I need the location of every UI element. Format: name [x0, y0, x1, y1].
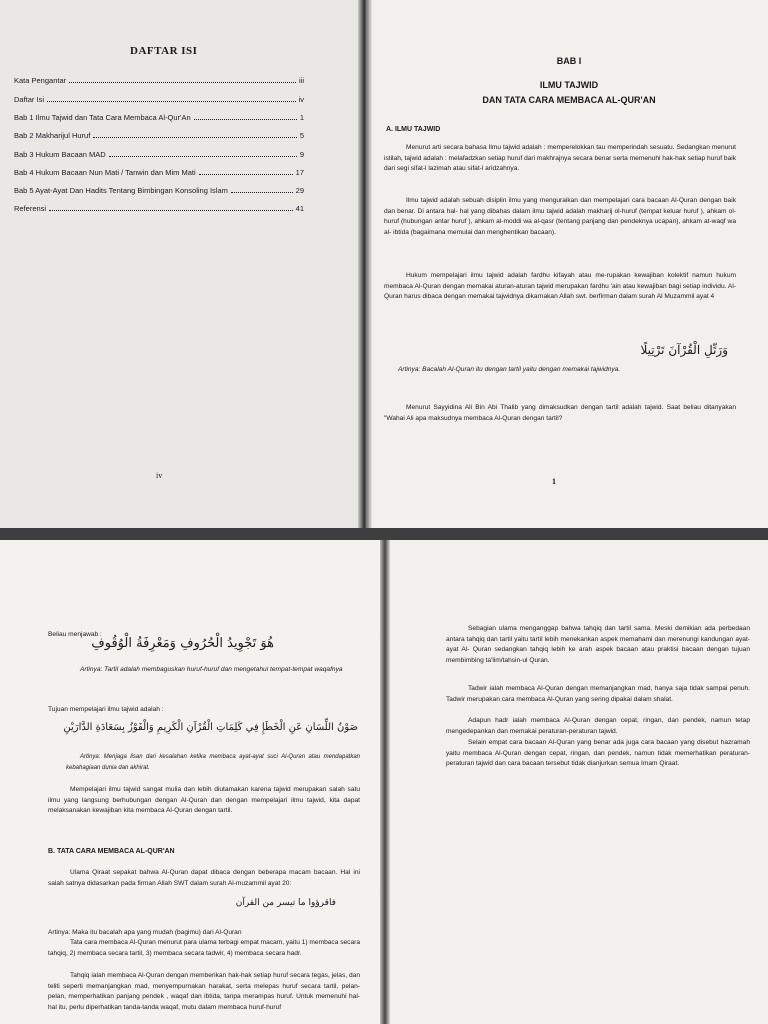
toc-row	[14, 95, 304, 104]
paragraph: Tata cara membaca Al-Quran menurut para ulama terbagi empat macam, yaitu 1) membaca secara tahqiq, 2) membaca secara tartil, 3) membaca secara tadwir, 4) membaca secara hadr.	[48, 939, 360, 957]
toc-label: Referensi	[14, 204, 47, 213]
chapter-title: ILMU TAJWID	[539, 80, 599, 90]
paragraph: Selain empat cara bacaan Al-Quran yang benar ada juga cara bacaan yang disebut hazramah yaitu membaca Al-Quran dengan cepat, ringan, dan pendek, namun tidak memerhatikan peraturan-peraturan tajwid dan cara bacaan tersebut tidak dianjurkan semua Imam Qiraat.	[446, 739, 750, 768]
section-heading: B. TATA CARA MEMBACA AL-QUR'AN	[48, 848, 175, 855]
toc-row	[14, 186, 304, 195]
paragraph: Mempelajari ilmu tajwid sangat mulia dan lebih diutamakan karena tajwid merupakan salah satu ilmu yang langsung berhubungan dengan Al-Quran dan dengan mempelajari ilmu tajwid, kita dapat melaksanakan kewajiban kita membaca Al-Quran dengan tartil.	[48, 786, 360, 815]
toc-page-number: 17	[295, 168, 304, 177]
arabic-verse: فاقرؤوا ما تيسر من القرآن	[235, 898, 336, 908]
paragraph: Menurut arti secara bahasa Ilmu tajwid adalah : memperelokkan tau memperindah sesuatu. Sedangkan menurut istilah, tajwid adalah : melafadzkan setiap huruf dari makhrajnya secara benar serta memenuhi hak-hak setiap huruf baik dari segi sifat-l lazimah atau sifat-l aridzahnya.	[384, 144, 736, 173]
translation: Artinya: Bacalah Al-Quran itu dengan tartil yaitu dengan memakai tajwidnya.	[398, 366, 621, 373]
paragraph: Sebagian ulama menganggap bahwa tahqiq dan tartil sama. Meski demikian ada perbedaan antara tahqiq dan tartil yaitu tartil lebih menekankan aspek memahami dan merenungi kandungan ayat-ayat Al- Quran sedangkan tahqiq lebih ke arah aspek bacaan atau praktisi bacaan dengan tujuan membimbing ta'lim/tahsin-ul Quran.	[446, 625, 750, 664]
arabic-verse: وَرَتِّلِ الْقُرْآنَ تَرْتِيلًا	[640, 343, 728, 357]
page-separator	[0, 528, 768, 540]
toc-row	[14, 204, 304, 213]
paragraph: Ulama Qiraat sepakat bahwa Al-Quran dapat dibaca dengan beberapa macam bacaan. Hal ini salah satnya didasarkan pada firman Allah SWT dalam surah Al-muzammil ayat 20:	[48, 869, 360, 887]
toc-label: Bab 1 Ilmu Tajwid dan Tata Cara Membaca Al-Qur'An	[14, 113, 191, 122]
translation: Artinya: Menjaga lisan dari kesalahan ketika membaca ayat-ayat suci Al-Quran atau mendapatkan kebahagiaan dunia dan akhirat.	[66, 754, 360, 771]
paragraph: Ilmu tajwid adalah sebuah disiplin ilmu yang menguraikan dan mempelajari cara bacaan Al-Quran dengan baik dan benar. Di antara hal- hal yang dibahas dalam ilmu tajwid adalah makharij ol-huruf (tempat keluar huruf ), ahkam ol-huruf (hubungan antar huruf ), ahkam al-moddi wa al-qasr (tentang panjang dan pendeknya ucapan), ahkam at-waqf wa al- ibtida (bagaimana memulai dan menghentikan bacaan).	[384, 197, 736, 236]
book-gutter	[380, 540, 390, 1024]
paragraph: Tahqiq ialah membaca Al-Quran dengan memberikan hak-hak setiap huruf secara tegas, jelas, dan teliti seperti memanjangkan mad, menyempurnakan harakat, serta melepas huruf secara tartil, pelan-pelan, memperhatikan panjang pendek , waqaf dan ibtida, tanpa merampas huruf. Untuk memenuhi hal-hal itu, perlu diperhatikan tanda-tanda waqaf, mutu dalam membaca huruf-huruf	[48, 972, 360, 1011]
toc-page-number: 29	[295, 186, 304, 195]
content-page-left	[0, 540, 384, 1024]
toc-label: Bab 3 Hukum Bacaan MAD	[14, 150, 106, 159]
toc-row	[14, 113, 304, 122]
arabic-verse: هُوَ تَجْوِيدُ الْحُرُوفِ وَمَعْرِفَةُ الْوُقُوفِ	[91, 636, 274, 651]
content-page-right	[386, 540, 768, 1024]
toc-page-number: 9	[299, 150, 304, 159]
arabic-verse: صَوْنُ اللِّسَانِ عَنِ الْخَطَإِ فِي كَلِمَاتِ الْقُرْآنِ الْكَرِيمِ وَالْفَوْزُ بِسَعَادَةِ الدَّارَيْنِ	[63, 722, 358, 733]
toc-row	[14, 131, 304, 140]
text-line: Tujuan mempelajari ilmu tajwid adalah :	[48, 706, 164, 713]
toc-title: DAFTAR ISI	[130, 45, 198, 57]
toc-row	[14, 76, 304, 85]
toc-page	[0, 0, 362, 528]
paragraph: Menurut Sayyidina Ali Bin Abi Thalib yang dimaksudkan dengan tartil adalah tajwid. Saat beliau ditanyakan "Wahai Ali apa maksudnya membaca Al-Quran dengan tartil?	[384, 404, 736, 422]
toc-label: Bab 5 Ayat-Ayat Dan Hadits Tentang Bimbingan Konsoling Islam	[14, 186, 228, 195]
toc-page-number: 5	[299, 131, 304, 140]
toc-label: Bab 4 Hukum Bacaan Nun Mati / Tanwin dan Mim Mati	[14, 168, 196, 177]
paragraph: Adapun hadr ialah membaca Al-Quran dengan cepat, ringan, dan pendek, namun tetap mengedepankan dan memakai peraturan-peraturan tajwid.	[446, 717, 750, 735]
toc-label: Kata Pengantar	[14, 76, 67, 85]
chapter-subtitle: DAN TATA CARA MEMBACA AL-QUR'AN	[482, 95, 656, 105]
toc-label: Bab 2 Makharijul Huruf	[14, 131, 91, 140]
translation: Artinya: Tartil adalah membaguskan huruf-huruf dan mengetahui tempat-tempat waqafnya	[80, 666, 343, 673]
chapter-page	[370, 0, 768, 528]
section-heading: A. ILMU TAJWID	[386, 126, 441, 133]
toc-label: Daftar Isi	[14, 95, 45, 104]
text-line: Beliau menjawab :	[48, 631, 102, 638]
toc-page-number: iv	[298, 95, 304, 104]
toc-page-number: 1	[299, 113, 304, 122]
book-gutter	[358, 0, 372, 528]
toc-page-number: iii	[299, 76, 304, 85]
page-number: iv	[156, 471, 163, 480]
chapter-label: BAB I	[556, 56, 582, 66]
toc-row	[14, 168, 304, 177]
page-number: 1	[552, 477, 556, 486]
paragraph: Hukum mempelajari ilmu tajwid adalah fardhu kifayah atau me-rupakan kewajiban kolektif namun hukum membaca Al-Quran dengan memakai aturan-aturan tajwid merupakan fardhu 'ain atau kewajiban bagi setiap individu. Al-Quran harus dibaca dengan memakai tajwidnya dikarnakan Allah swt. berfirman dalam surah Al Muzammil ayat 4	[384, 272, 736, 301]
toc-row	[14, 150, 304, 159]
toc-page-number: 41	[295, 204, 304, 213]
paragraph: Tadwir ialah membaca Al-Quran dengan memanjangkan mad, hanya saja tidak sampai penuh. Tadwir merupakan cara membaca Al-Quran yang sering dipakai dalam shalat.	[446, 685, 750, 703]
translation: Artinya: Maka itu bacalah apa yang mudah (bagimu) dari Al-Quran	[48, 929, 242, 936]
